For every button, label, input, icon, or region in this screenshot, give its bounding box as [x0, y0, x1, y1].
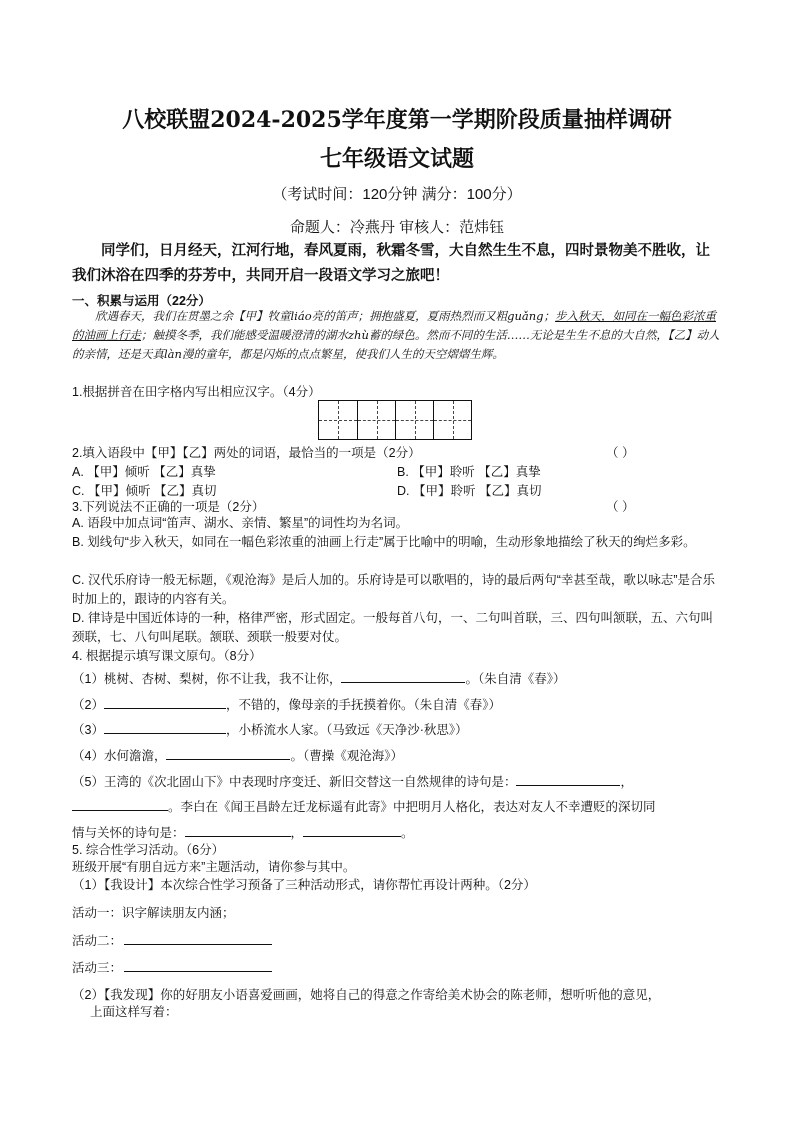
question-5: 5. 综合性学习活动。（6分）: [72, 843, 225, 857]
option-b: B. 【甲】聆听 【乙】真挚: [397, 465, 541, 479]
tianzige-cell[interactable]: [357, 401, 395, 439]
answer-blank[interactable]: [303, 822, 401, 837]
question-5-part-2: （2）【我发现】你的好朋友小语喜爱画画，她将自己的得意之作寄给美术协会的陈老师，想听听他的意见，: [72, 988, 661, 1002]
question-5-part-2-cont: 上面这样写着：: [90, 1005, 178, 1019]
fill-item-5: （5）王湾的《次北固山下》中表现时序变迁、新旧交替这一自然规律的诗句是： ，: [72, 771, 633, 790]
option-b: B. 划线句“步入秋天，如同在一幅色彩浓重的油画上行走”属于比喻中的明喻，生动形象地描绘了秋天的绚烂多彩。: [72, 535, 696, 549]
question-3: 3.下列说法不正确的一项是（2分）: [72, 500, 265, 514]
exam-authors: 命题人：冷燕丹 审核人：范炜钰: [289, 219, 505, 236]
exam-info: （考试时间：120分钟 满分：100分）: [272, 186, 522, 203]
option-a: A. 语段中加点词“笛声、湖水、亲情、繁星”的词性均为名词。: [72, 516, 409, 530]
question-1: 1.根据拼音在田字格内写出相应汉字。（4分）: [72, 385, 321, 399]
intro-paragraph: 同学们，日月经天，江河行地，春风夏雨，秋霜冬雪，大自然生生不息，四时景物美不胜收，让我们沐浴在四季的芬芳中，共同开启一段语文学习之旅吧！: [72, 242, 710, 284]
answer-paren[interactable]: （ ）: [606, 500, 635, 514]
exam-title: 八校联盟2024-2025学年度第一学期阶段质量抽样调研: [122, 107, 672, 133]
activity-1: 活动一：识字解读朋友内涵；: [72, 906, 235, 920]
answer-blank[interactable]: [166, 745, 290, 760]
option-c: C. 【甲】倾听 【乙】真切: [72, 484, 217, 498]
tianzige-cell[interactable]: [319, 401, 357, 439]
answer-blank[interactable]: [72, 796, 168, 811]
passage-part-b: ；触摸冬季，我们能感受温暖澄清的湖水zhù蓄的绿色。然而不同的生活……无论是生生不息的大自然，【乙】动人的亲情，还是天真làn漫的童年，都是闪烁的点点繁星，使我们人生的天空熠熠生辉。: [72, 328, 720, 361]
fill-item-1: （1）桃树、杏树、梨树，你不让我，我不让你， 。（朱自清《春》）: [72, 668, 565, 687]
fill-item-2: （2） ，不错的，像母亲的手抚摸着你。（朱自清《春》）: [72, 694, 501, 713]
option-c: C. 汉代乐府诗一般无标题，《观沧海》是后人加的。乐府诗是可以歌唱的，诗的最后两句“幸甚至哉，歌以咏志”是合乐时加上的，跟诗的内容有关。: [72, 573, 716, 606]
fill-item-5-cont: 。李白在《闻王昌龄左迁龙标遥有此寄》中把明月人格化，表达对友人不幸遭贬的深切同: [72, 796, 656, 815]
fill-item-3: （3） ，小桥流水人家。（马致远《天净沙·秋思》）: [72, 719, 468, 738]
question-2: 2.填入语段中【甲】【乙】两处的词语，最恰当的一项是（2分）: [72, 446, 421, 460]
fill-item-4: （4）水何澹澹， 。（曹操《观沧海》）: [72, 745, 403, 764]
option-a: A. 【甲】倾听 【乙】真挚: [72, 465, 216, 479]
tianzige-cell[interactable]: [395, 401, 433, 439]
exam-subtitle: 七年级语文试题: [319, 146, 474, 172]
question-5-intro: 班级开展“有朋自远方来”主题活动，请你参与其中。: [72, 860, 356, 874]
tianzige-grid[interactable]: [318, 400, 472, 440]
question-5-part-1: （1）【我设计】本次综合性学习预备了三种活动形式，请你帮忙再设计两种。（2分）: [72, 878, 536, 892]
answer-blank[interactable]: [104, 694, 226, 709]
reading-passage: [72, 307, 724, 364]
tianzige-cell[interactable]: [433, 401, 471, 439]
answer-blank[interactable]: [124, 930, 272, 945]
answer-paren[interactable]: （ ）: [606, 446, 635, 460]
answer-blank[interactable]: [516, 771, 620, 786]
section-heading: 一、积累与运用（22分）: [72, 294, 211, 308]
answer-blank[interactable]: [185, 822, 291, 837]
activity-3: 活动三：: [72, 957, 272, 976]
passage-underlined-sentence: 步入秋天，如同在一幅色彩浓重的油画上行走: [72, 309, 717, 342]
answer-blank[interactable]: [124, 957, 272, 972]
answer-blank[interactable]: [341, 668, 465, 683]
option-d: D. 律诗是中国近体诗的一种，格律严密，形式固定。一般每首八句，一、二句叫首联，三、四句叫颔联，五、六句叫颈联，七、八句叫尾联。颔联、颈联一般要对仗。: [72, 611, 713, 644]
question-4: 4. 根据提示填写课文原句。（8分）: [72, 649, 262, 663]
fill-item-5-end: 情与关怀的诗句是： ， 。: [72, 822, 414, 841]
option-d: D. 【甲】聆听 【乙】真切: [397, 484, 542, 498]
activity-2: 活动二：: [72, 930, 272, 949]
passage-part-a: 欣遇春天，我们在贯墨之余【甲】牧童liáo亮的笛声；拥抱盛夏，夏雨热烈而又粗guǎng；: [95, 309, 556, 323]
answer-blank[interactable]: [104, 719, 226, 734]
